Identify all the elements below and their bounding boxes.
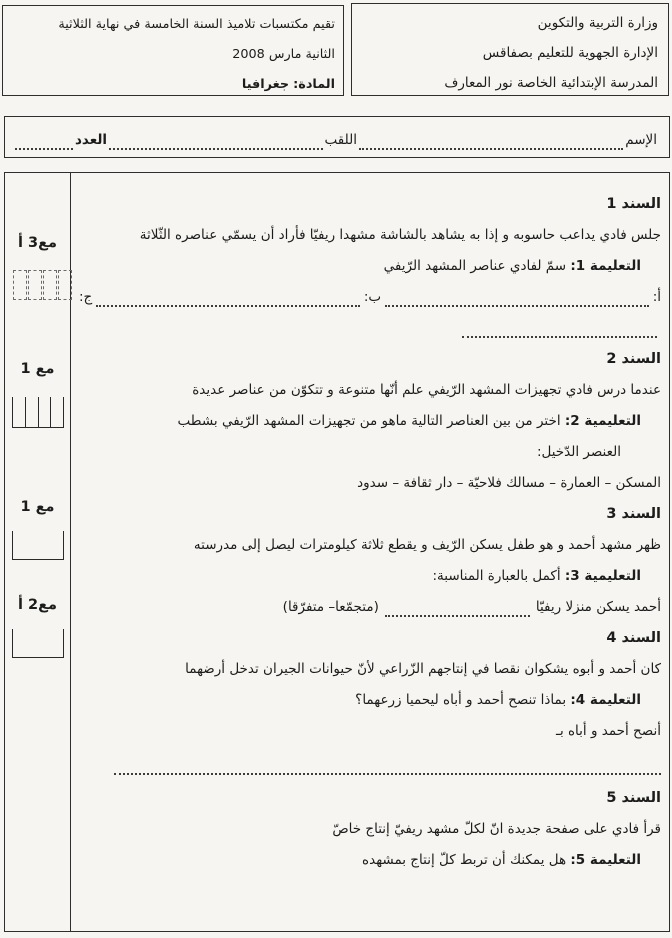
section4-task <box>79 685 661 716</box>
score-cell <box>26 397 39 427</box>
section2-task-text: اختر من بين العناصر التالية ماهو من تجهيزات المشهد الرّيفي بشطب <box>177 413 561 429</box>
score-cell <box>13 629 63 657</box>
section3-heading: السند 3 <box>606 506 661 522</box>
ministry-line: وزارة التربية والتكوين <box>537 15 658 31</box>
section5-task-text: هل يمكنك أن تربط كلّ إنتاج بمشهده <box>362 852 567 868</box>
section3-fill-options: (متجمّعا– متفرّقا) <box>282 599 379 615</box>
section1-task-label: التعليمة 1: <box>570 258 641 274</box>
mark-criterion-2-label: مع 1 <box>20 361 55 377</box>
item-b-label: ب: <box>363 289 382 305</box>
section3-fill-line <box>79 592 661 623</box>
section4-task-text: بماذا تنصح أحمد و أباه ليحميا زرعهما؟ <box>355 692 567 708</box>
score-cell <box>58 270 72 300</box>
section4-answer-blank <box>114 759 661 775</box>
first-name-blank <box>359 134 623 150</box>
school-name-line: المدرسة الإبتدائية الخاصة نور المعارف <box>444 75 658 91</box>
mark-criterion-2-cells <box>12 397 64 428</box>
mark-criterion-4-label: مع2 أ <box>17 597 57 613</box>
section3-fill-prefix: أحمد يسكن منزلا ريفيّا <box>535 599 661 615</box>
exam-info-box <box>2 5 344 96</box>
last-name-blank <box>109 134 322 150</box>
section5-heading: السند 5 <box>606 790 661 806</box>
evaluation-title-line: تقيم مكتسبات تلاميذ السنة الخامسة في نهاية الثلاثية <box>58 17 335 32</box>
section3-task-text: أكمل بالعبارة المناسبة: <box>432 568 561 584</box>
exercises-content <box>73 173 669 931</box>
term-date-line: الثانية مارس 2008 <box>232 47 335 62</box>
section4-answer-prefix: أنصح أحمد و أباه بـ <box>555 723 661 739</box>
section4-answer-blank-line <box>79 747 661 783</box>
section1-task-text: سمّ لفادي عناصر المشهد الرّيفي <box>383 258 567 274</box>
exercises-frame <box>4 172 670 932</box>
section5-text: قرأ فادي على صفحة جديدة انّ لكلّ مشهد ريفيّ إنتاج خاصّ <box>332 821 661 837</box>
mark-criterion-1-cells <box>12 270 72 300</box>
score-cell <box>39 397 52 427</box>
mark-criterion-4-box <box>12 629 64 658</box>
subject-value: جغرافيا <box>241 77 290 92</box>
grade-number-label: العدد <box>75 132 108 148</box>
ministry-header-box <box>351 3 669 96</box>
section5-task <box>79 845 661 876</box>
item-b-blank <box>96 291 360 307</box>
section4-task-label: التعليمة 4: <box>570 692 641 708</box>
subject-label: المادة: <box>293 77 335 92</box>
score-cell <box>28 270 42 300</box>
section3-text: ظهر مشهد أحمد و هو طفل يسكن الرّيف و يقطع ثلاثة كيلومترات ليصل إلى مدرسته <box>193 537 661 553</box>
student-identity-strip <box>4 116 670 158</box>
last-name-label: اللقب <box>324 132 357 148</box>
section4-heading: السند 4 <box>606 630 661 646</box>
subject-line <box>7 70 335 100</box>
marks-margin-column <box>5 173 71 931</box>
section3-task-label: التعليمية 3: <box>564 568 641 584</box>
score-cell <box>43 270 57 300</box>
section2-task-label: التعليمية 2: <box>564 413 641 429</box>
mark-criterion-3-label: مع 1 <box>20 499 55 515</box>
item-c-blank <box>462 322 657 338</box>
section1-text: جلس فادي يداعب حاسوبه و إذا به يشاهد بالشاشة مشهدا ريفيّا فأراد أن يسمّي عناصره الثّلاثة <box>139 227 661 243</box>
section4-text: كان أحمد و أبوه يشكوان نقصا في إنتاجهم الزّراعي لأنّ حيوانات الجيران تدخل أرضهما <box>185 661 661 677</box>
section1-heading: السند 1 <box>606 196 661 212</box>
score-cell <box>13 397 26 427</box>
mark-criterion-3-box <box>12 531 64 560</box>
section2-task <box>79 406 661 437</box>
section1-answer-continuation <box>79 313 661 344</box>
section2-heading: السند 2 <box>606 351 661 367</box>
section3-fill-blank <box>385 601 530 617</box>
section1-answer-line <box>79 282 661 313</box>
section2-task-continuation: العنصر الدّخيل: <box>536 444 621 460</box>
section5-task-label: التعليمة 5: <box>570 852 641 868</box>
student-identity-row <box>15 124 659 150</box>
item-a-blank <box>385 291 649 307</box>
regional-administration-line: الإدارة الجهوية للتعليم بصفاقس <box>482 45 658 61</box>
item-a-label: أ: <box>652 289 661 305</box>
item-c-label: ج: <box>79 289 93 305</box>
score-cell <box>13 270 27 300</box>
first-name-label: الإسم <box>625 132 657 148</box>
section2-options: المسكن – العمارة – مسالك فلاحيّة – دار ثقافة – سدود <box>357 475 661 491</box>
score-cell <box>13 531 63 559</box>
grade-number-blank <box>15 134 73 150</box>
section1-task <box>79 251 661 282</box>
mark-criterion-1-label: مع3 أ <box>17 235 57 251</box>
section3-task <box>79 561 661 592</box>
section2-text: عندما درس فادي تجهيزات المشهد الرّيفي علم أنّها متنوعة و تتكوّن من عناصر عديدة <box>192 382 661 398</box>
score-cell <box>51 397 63 427</box>
